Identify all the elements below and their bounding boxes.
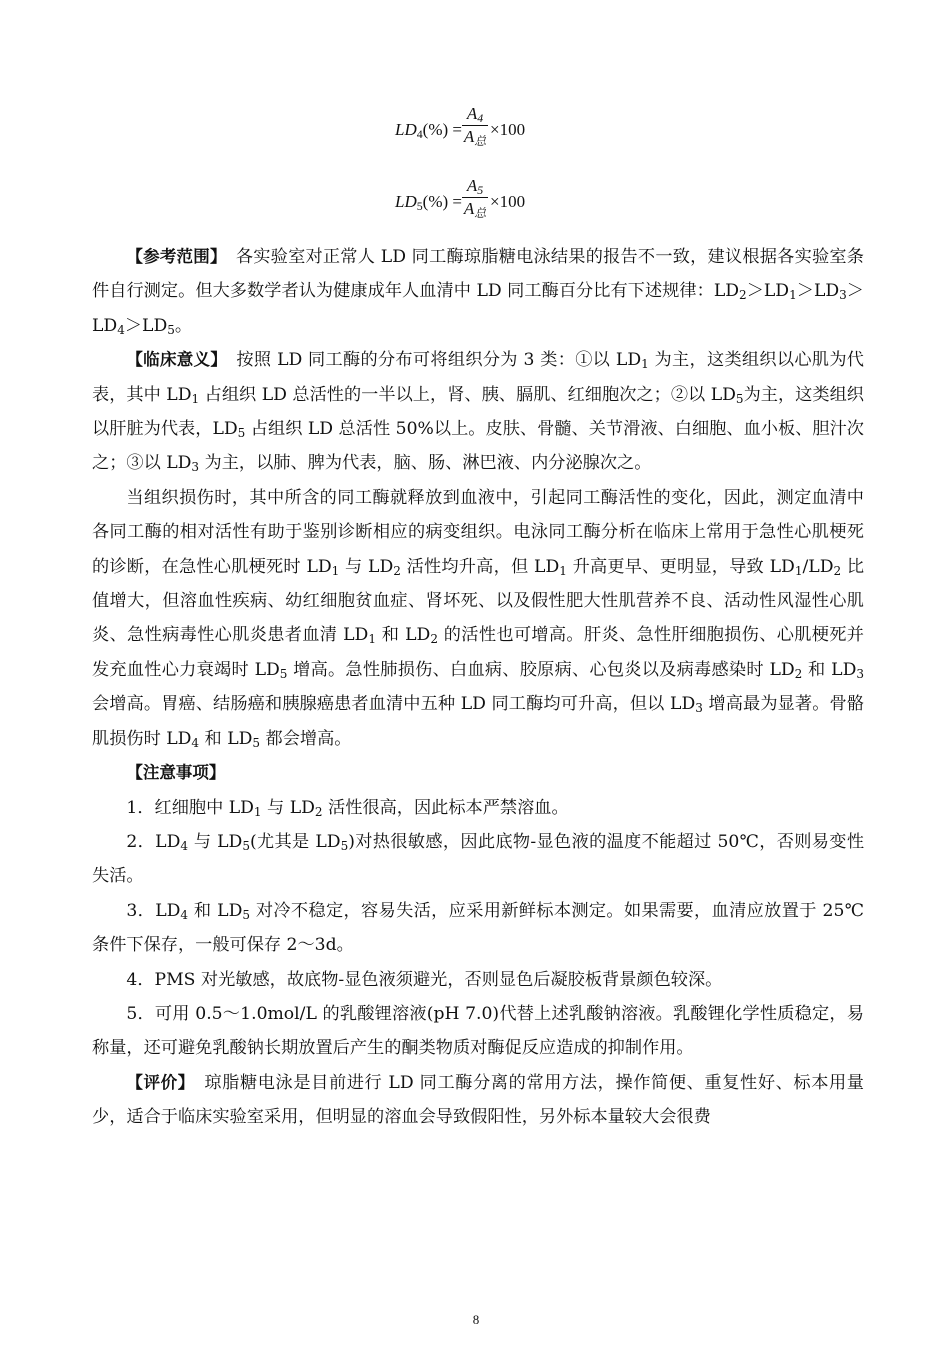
text: 和 LD (188, 900, 243, 921)
sub: 1 (789, 288, 797, 303)
text: 按照 LD 同工酶的分布可将组织分为 3 类：①以 LD (236, 350, 642, 371)
formula-numerator (462, 176, 488, 196)
text: 与 LD (261, 797, 315, 818)
text: 活性均升高，但 LD (400, 556, 560, 577)
page-number: 8 (472, 1312, 480, 1327)
clinical-paragraph (92, 343, 864, 481)
text: /LD (802, 556, 834, 577)
text: 和 LD (199, 728, 253, 749)
text: 的活性也可增高。肝炎、急性肝细胞损伤、心肌梗死并发充血性心力衰竭时 LD (92, 625, 864, 680)
sub: 5 (340, 838, 349, 853)
formula-var: A (466, 176, 478, 195)
section-heading: 【注意事项】 (126, 763, 226, 783)
sub: 1 (253, 804, 262, 819)
sub: 1 (331, 563, 340, 578)
body-text (92, 240, 864, 1135)
sub: 4 (191, 735, 200, 750)
sub: 3 (695, 701, 703, 716)
sub: 2 (314, 804, 323, 819)
formula-ld5 (0, 174, 952, 234)
text: 与 LD (339, 556, 394, 577)
text: )对热很敏感，因此底物-显色液的温度不能超过 50℃，否则易变性失活。 (92, 831, 865, 887)
sub: 5 (252, 735, 261, 750)
sub: 1 (191, 391, 200, 406)
sub: 2 (833, 563, 842, 578)
formula-var: A (463, 199, 475, 218)
sub: 5 (242, 907, 251, 922)
sub: 1 (794, 563, 803, 578)
sub: 5 (735, 391, 744, 406)
fraction-bar (462, 197, 488, 198)
note-item (92, 894, 864, 963)
sub: 5 (242, 838, 250, 853)
text: 琼脂糖电泳是目前进行 LD 同工酶分离的常用方法，操作简便、重复性好、标本用量少，适合于临床实验室采用，但明显的溶血会导致假阳性，另外标本量较大会很费 (92, 1072, 864, 1128)
text: ＞LD (796, 281, 840, 302)
notes-heading-paragraph (92, 756, 864, 790)
note-item (92, 963, 864, 997)
formula-var: A (463, 127, 475, 146)
formula-lhs (395, 192, 462, 212)
text: ＞LD (92, 281, 864, 336)
sub: 2 (739, 288, 747, 303)
text: (尤其是 LD (249, 831, 341, 852)
text: 占组织 LD 总活性的一半以上，肾、胰、膈肌、红细胞次之；②以 LD (199, 384, 736, 405)
text: ＞LD (746, 281, 790, 302)
sub: 5 (237, 426, 246, 441)
sub: 1 (368, 632, 376, 647)
sub: 5 (167, 322, 175, 337)
text: 升高更早、更明显，导致 LD (566, 556, 795, 577)
text: 4．PMS 对光敏感，故底物-显色液须避光，否则显色后凝胶板背景颜色较深。 (126, 969, 723, 990)
formula-var: LD (394, 192, 417, 211)
formula-sub: 4 (477, 110, 484, 125)
text: 5．可用 0.5～1.0mol/L 的乳酸锂溶液(pH 7.0)代替上述乳酸钠溶液。乳酸锂化学性质稳定，易称量，还可避免乳酸钠长期放置后产生的酮类物质对酶促反应造成的抑制作用。 (92, 1003, 864, 1059)
text: 3．LD (126, 900, 181, 921)
formula-rhs: ×100 (490, 120, 526, 139)
formula-sub: 总 (474, 205, 487, 220)
sub: 2 (430, 632, 438, 647)
formula-eq: (%) = (422, 192, 462, 211)
evaluation-paragraph (92, 1066, 864, 1135)
text: 为主，这类组织以心肌为代表，其中 LD (92, 350, 864, 405)
text: 和 LD (802, 659, 857, 680)
section-heading: 【评价】 (126, 1072, 187, 1092)
text: 与 LD (188, 831, 243, 852)
formula-numerator (462, 104, 488, 124)
section-heading: 【参考范围】 (126, 247, 219, 266)
text: 2．LD (126, 831, 181, 852)
sub: 2 (794, 666, 803, 681)
formula-sub: 5 (477, 182, 484, 197)
formula-sub: 4 (416, 126, 423, 141)
formula-denominator (462, 127, 488, 147)
reference-paragraph (92, 240, 864, 343)
fraction-bar (462, 125, 488, 126)
formula-lhs (395, 120, 462, 140)
text: 会增高。胃癌、结肠癌和胰腺癌患者血清中五种 LD 同工酶均可升高，但以 LD (92, 694, 696, 715)
sub: 3 (839, 288, 847, 303)
text: 增高。急性肺损伤、白血病、胶原病、心包炎以及病毒感染时 LD (287, 659, 795, 680)
formula-sub: 总 (474, 133, 487, 148)
text: 都会增高。 (260, 728, 352, 749)
section-heading: 【临床意义】 (126, 350, 219, 370)
formula-eq: (%) = (422, 120, 462, 139)
formula-sub: 5 (416, 198, 423, 213)
sub: 4 (117, 322, 125, 337)
text: 活性很高，因此标本严禁溶血。 (322, 797, 569, 818)
text: 和 LD (375, 625, 431, 646)
sub: 3 (191, 460, 200, 475)
sub: 2 (393, 563, 401, 578)
note-item (92, 791, 864, 825)
formula-fraction (462, 176, 488, 219)
text: 各实验室对正常人 LD 同工酶琼脂糖电泳结果的报告不一致，建议根据各实验室条件自行测定。但大多数学者认为健康成年人血清中 LD 同工酶百分比有下述规律：LD (92, 247, 864, 302)
text: 当组织损伤时，其中所含的同工酶就释放到血液中，引起同工酶活性的变化，因此，测定血清中各同工酶的相对活性有助于鉴别诊断相应的病变组织。电泳同工酶分析在临床上常用于急性心肌梗死的诊断，在急性心肌梗死时 LD (92, 487, 864, 577)
formula-var: A (466, 104, 478, 123)
formula-var: LD (394, 120, 417, 139)
text: 占组织 LD 总活性 50%以上。皮肤、骨髓、关节滑液、白细胞、血小板、胆汁次之；③以 LD (92, 419, 864, 474)
text: 为主，这类组织以肝脏为代表，LD (92, 384, 864, 440)
damage-paragraph (92, 481, 864, 756)
sub: 3 (856, 666, 865, 681)
text: 增高最为显著。骨骼肌损伤时 LD (92, 694, 865, 749)
text: ＞LD (124, 315, 168, 336)
text: 。 (174, 315, 193, 336)
sub: 5 (279, 666, 288, 681)
sub: 1 (559, 563, 567, 578)
sub: 4 (180, 838, 189, 853)
note-item (92, 997, 864, 1066)
note-item (92, 825, 864, 894)
sub: 4 (180, 907, 189, 922)
formula-fraction (462, 104, 488, 147)
formula-ld4 (0, 102, 952, 162)
text: 对冷不稳定，容易失活，应采用新鲜标本测定。如果需要，血清应放置于 25℃条件下保存，一般可保存 2～3d。 (92, 900, 864, 956)
text: 为主，以肺、脾为代表，脑、肠、淋巴液、内分泌腺次之。 (199, 453, 652, 474)
text: 比值增大，但溶血性疾病、幼红细胞贫血症、肾坏死、以及假性肥大性肌营养不良、活动性风湿性心肌炎、急性病毒性心肌炎患者血清 LD (92, 556, 865, 646)
formula-denominator (462, 199, 488, 219)
formula-rhs: ×100 (490, 192, 526, 211)
sub: 1 (641, 357, 649, 372)
text: 1．红细胞中 LD (126, 797, 254, 818)
